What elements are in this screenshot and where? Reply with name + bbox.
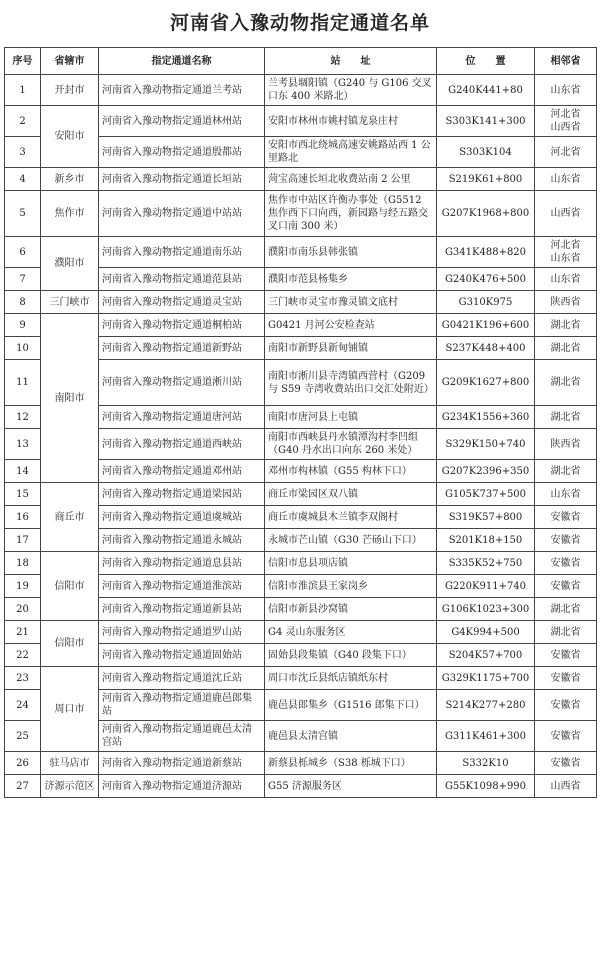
cell-address: 鹿邑县太清宫镇 <box>265 721 437 752</box>
cell-no: 9 <box>5 314 41 337</box>
cell-address: 永城市芒山镇（G30 芒砀山下口） <box>265 529 437 552</box>
cell-address: 南阳市唐河县上屯镇 <box>265 406 437 429</box>
cell-channel-name: 河南省入豫动物指定通道新野站 <box>99 337 265 360</box>
cell-channel-name: 河南省入豫动物指定通道永城站 <box>99 529 265 552</box>
cell-location: G234K1556+360 <box>437 406 535 429</box>
cell-location: S204K57+700 <box>437 644 535 667</box>
cell-channel-name: 河南省入豫动物指定通道邓州站 <box>99 460 265 483</box>
cell-no: 22 <box>5 644 41 667</box>
cell-location: G106K1023+300 <box>437 598 535 621</box>
cell-location: G207K2396+350 <box>437 460 535 483</box>
cell-address: 信阳市息县项店镇 <box>265 552 437 575</box>
cell-address: 三门峡市灵宝市豫灵镇文底村 <box>265 291 437 314</box>
cell-city: 信阳市 <box>41 621 99 667</box>
table-body <box>5 75 597 798</box>
cell-channel-name: 河南省入豫动物指定通道中站站 <box>99 191 265 237</box>
table-row <box>5 483 597 506</box>
cell-adjacent-province: 安徽省 <box>535 644 597 667</box>
cell-channel-name: 河南省入豫动物指定通道殷都站 <box>99 137 265 168</box>
cell-channel-name: 河南省入豫动物指定通道梁园站 <box>99 483 265 506</box>
cell-address: 南阳市新野县新甸铺镇 <box>265 337 437 360</box>
cell-channel-name: 河南省入豫动物指定通道固始站 <box>99 644 265 667</box>
cell-adjacent-province: 山东省 <box>535 268 597 291</box>
channel-table <box>4 47 597 798</box>
cell-no: 27 <box>5 775 41 798</box>
cell-address: 固始县段集镇（G40 段集下口） <box>265 644 437 667</box>
cell-adjacent-province: 安徽省 <box>535 575 597 598</box>
cell-no: 26 <box>5 752 41 775</box>
cell-no: 3 <box>5 137 41 168</box>
cell-adjacent-province: 山东省 <box>535 168 597 191</box>
cell-no: 10 <box>5 337 41 360</box>
cell-adjacent-province: 河北省 山西省 <box>535 106 597 137</box>
cell-location: S214K277+280 <box>437 690 535 721</box>
cell-channel-name: 河南省入豫动物指定通道淮滨站 <box>99 575 265 598</box>
cell-location: S319K57+800 <box>437 506 535 529</box>
cell-adjacent-province: 山东省 <box>535 483 597 506</box>
cell-channel-name: 河南省入豫动物指定通道灵宝站 <box>99 291 265 314</box>
cell-no: 23 <box>5 667 41 690</box>
cell-location: G240K476+500 <box>437 268 535 291</box>
header-no: 序号 <box>5 48 41 75</box>
header-row <box>5 48 597 75</box>
cell-channel-name: 河南省入豫动物指定通道范县站 <box>99 268 265 291</box>
table-row <box>5 552 597 575</box>
header-location: 位 置 <box>437 48 535 75</box>
table-row <box>5 75 597 106</box>
cell-adjacent-province: 河北省 <box>535 137 597 168</box>
cell-adjacent-province: 山东省 <box>535 75 597 106</box>
cell-address: G55 济源服务区 <box>265 775 437 798</box>
cell-city: 濮阳市 <box>41 237 99 291</box>
cell-location: S303K141+300 <box>437 106 535 137</box>
table-row <box>5 191 597 237</box>
cell-adjacent-province: 陕西省 <box>535 429 597 460</box>
cell-location: G220K911+740 <box>437 575 535 598</box>
cell-location: S201K18+150 <box>437 529 535 552</box>
cell-location: G310K975 <box>437 291 535 314</box>
cell-adjacent-province: 陕西省 <box>535 291 597 314</box>
cell-channel-name: 河南省入豫动物指定通道新蔡站 <box>99 752 265 775</box>
cell-location: S329K150+740 <box>437 429 535 460</box>
table-row <box>5 621 597 644</box>
document-title: 河南省入豫动物指定通道名单 <box>169 12 430 34</box>
cell-location: S237K448+400 <box>437 337 535 360</box>
cell-no: 19 <box>5 575 41 598</box>
cell-address: G0421 月河公安检查站 <box>265 314 437 337</box>
cell-no: 24 <box>5 690 41 721</box>
header-adjacent-province: 相邻省 <box>535 48 597 75</box>
cell-adjacent-province: 安徽省 <box>535 552 597 575</box>
cell-location: G4K994+500 <box>437 621 535 644</box>
cell-address: 邓州市构林镇（G55 构林下口） <box>265 460 437 483</box>
cell-no: 4 <box>5 168 41 191</box>
cell-city: 三门峡市 <box>41 291 99 314</box>
cell-channel-name: 河南省入豫动物指定通道桐柏站 <box>99 314 265 337</box>
cell-adjacent-province: 安徽省 <box>535 529 597 552</box>
cell-no: 7 <box>5 268 41 291</box>
header-city: 省辖市 <box>41 48 99 75</box>
cell-address: 商丘市虞城县木兰镇李双阁村 <box>265 506 437 529</box>
cell-no: 5 <box>5 191 41 237</box>
cell-location: G55K1098+990 <box>437 775 535 798</box>
table-row <box>5 314 597 337</box>
cell-address: 菏宝高速长垣北收费站南 2 公里 <box>265 168 437 191</box>
cell-address: 南阳市淅川县寺湾镇西营村（G209 与 S59 寺湾收费站出口交汇处附近） <box>265 360 437 406</box>
cell-channel-name: 河南省入豫动物指定通道西峡站 <box>99 429 265 460</box>
cell-location: S303K104 <box>437 137 535 168</box>
table-row <box>5 752 597 775</box>
cell-address: 信阳市新县沙窝镇 <box>265 598 437 621</box>
cell-no: 16 <box>5 506 41 529</box>
cell-city: 信阳市 <box>41 552 99 621</box>
cell-location: G240K441+80 <box>437 75 535 106</box>
cell-no: 11 <box>5 360 41 406</box>
cell-adjacent-province: 湖北省 <box>535 337 597 360</box>
cell-address: 商丘市梁园区双八镇 <box>265 483 437 506</box>
cell-city: 新乡市 <box>41 168 99 191</box>
cell-no: 17 <box>5 529 41 552</box>
cell-channel-name: 河南省入豫动物指定通道罗山站 <box>99 621 265 644</box>
cell-no: 8 <box>5 291 41 314</box>
cell-channel-name: 河南省入豫动物指定通道鹿邑郎集站 <box>99 690 265 721</box>
cell-adjacent-province: 湖北省 <box>535 314 597 337</box>
cell-address: 濮阳市范县杨集乡 <box>265 268 437 291</box>
cell-channel-name: 河南省入豫动物指定通道淅川站 <box>99 360 265 406</box>
table-row <box>5 106 597 137</box>
table-row <box>5 168 597 191</box>
cell-location: G209K1627+800 <box>437 360 535 406</box>
cell-city: 南阳市 <box>41 314 99 483</box>
cell-address: 焦作市中站区许衡办事处（G5512 焦作西下口向西，新园路与经五路交叉口南 300 米） <box>265 191 437 237</box>
cell-location: S335K52+750 <box>437 552 535 575</box>
cell-no: 6 <box>5 237 41 268</box>
cell-channel-name: 河南省入豫动物指定通道南乐站 <box>99 237 265 268</box>
header-channel-name: 指定通道名称 <box>99 48 265 75</box>
cell-address: 信阳市淮滨县王家岗乡 <box>265 575 437 598</box>
cell-address: 鹿邑县郎集乡（G1516 郎集下口） <box>265 690 437 721</box>
cell-adjacent-province: 湖北省 <box>535 598 597 621</box>
cell-location: G0421K196+600 <box>437 314 535 337</box>
cell-adjacent-province: 安徽省 <box>535 752 597 775</box>
cell-adjacent-province: 安徽省 <box>535 506 597 529</box>
cell-address: 新蔡县栎城乡（S38 栎城下口） <box>265 752 437 775</box>
cell-city: 周口市 <box>41 667 99 752</box>
cell-adjacent-province: 湖北省 <box>535 460 597 483</box>
cell-city: 济源示范区 <box>41 775 99 798</box>
cell-no: 21 <box>5 621 41 644</box>
cell-no: 13 <box>5 429 41 460</box>
cell-location: S332K10 <box>437 752 535 775</box>
cell-city: 驻马店市 <box>41 752 99 775</box>
cell-location: G329K1175+700 <box>437 667 535 690</box>
cell-address: 兰考县堌阳镇（G240 与 G106 交叉口东 400 米路北） <box>265 75 437 106</box>
cell-city: 商丘市 <box>41 483 99 552</box>
cell-no: 18 <box>5 552 41 575</box>
cell-no: 2 <box>5 106 41 137</box>
cell-channel-name: 河南省入豫动物指定通道唐河站 <box>99 406 265 429</box>
cell-channel-name: 河南省入豫动物指定通道长垣站 <box>99 168 265 191</box>
cell-address: 南阳市西峡县丹水镇潭沟村李凹组（G40 丹水出口向东 260 米处） <box>265 429 437 460</box>
cell-channel-name: 河南省入豫动物指定通道新县站 <box>99 598 265 621</box>
cell-location: G311K461+300 <box>437 721 535 752</box>
header-address: 站 址 <box>265 48 437 75</box>
cell-no: 14 <box>5 460 41 483</box>
cell-adjacent-province: 山西省 <box>535 191 597 237</box>
cell-no: 12 <box>5 406 41 429</box>
table-row <box>5 291 597 314</box>
cell-no: 1 <box>5 75 41 106</box>
cell-channel-name: 河南省入豫动物指定通道兰考站 <box>99 75 265 106</box>
cell-address: 安阳市西北绕城高速安姚路站西 1 公里路北 <box>265 137 437 168</box>
cell-adjacent-province: 河北省 山东省 <box>535 237 597 268</box>
cell-channel-name: 河南省入豫动物指定通道林州站 <box>99 106 265 137</box>
cell-channel-name: 河南省入豫动物指定通道虞城站 <box>99 506 265 529</box>
table-row <box>5 775 597 798</box>
table-row <box>5 237 597 268</box>
cell-address: 濮阳市南乐县韩张镇 <box>265 237 437 268</box>
cell-adjacent-province: 安徽省 <box>535 721 597 752</box>
cell-adjacent-province: 湖北省 <box>535 360 597 406</box>
table-row <box>5 667 597 690</box>
cell-adjacent-province: 安徽省 <box>535 667 597 690</box>
cell-city: 开封市 <box>41 75 99 106</box>
cell-location: G105K737+500 <box>437 483 535 506</box>
cell-no: 15 <box>5 483 41 506</box>
cell-channel-name: 河南省入豫动物指定通道济源站 <box>99 775 265 798</box>
cell-adjacent-province: 湖北省 <box>535 621 597 644</box>
cell-address: 安阳市林州市姚村镇龙泉庄村 <box>265 106 437 137</box>
cell-adjacent-province: 安徽省 <box>535 690 597 721</box>
cell-channel-name: 河南省入豫动物指定通道息县站 <box>99 552 265 575</box>
cell-location: S219K61+800 <box>437 168 535 191</box>
cell-city: 安阳市 <box>41 106 99 168</box>
cell-channel-name: 河南省入豫动物指定通道鹿邑太清宫站 <box>99 721 265 752</box>
cell-address: G4 灵山东服务区 <box>265 621 437 644</box>
cell-location: G341K488+820 <box>437 237 535 268</box>
cell-adjacent-province: 湖北省 <box>535 406 597 429</box>
cell-address: 周口市沈丘县纸店镇纸东村 <box>265 667 437 690</box>
cell-no: 20 <box>5 598 41 621</box>
cell-city: 焦作市 <box>41 191 99 237</box>
cell-adjacent-province: 山西省 <box>535 775 597 798</box>
cell-channel-name: 河南省入豫动物指定通道沈丘站 <box>99 667 265 690</box>
cell-no: 25 <box>5 721 41 752</box>
cell-location: G207K1968+800 <box>437 191 535 237</box>
